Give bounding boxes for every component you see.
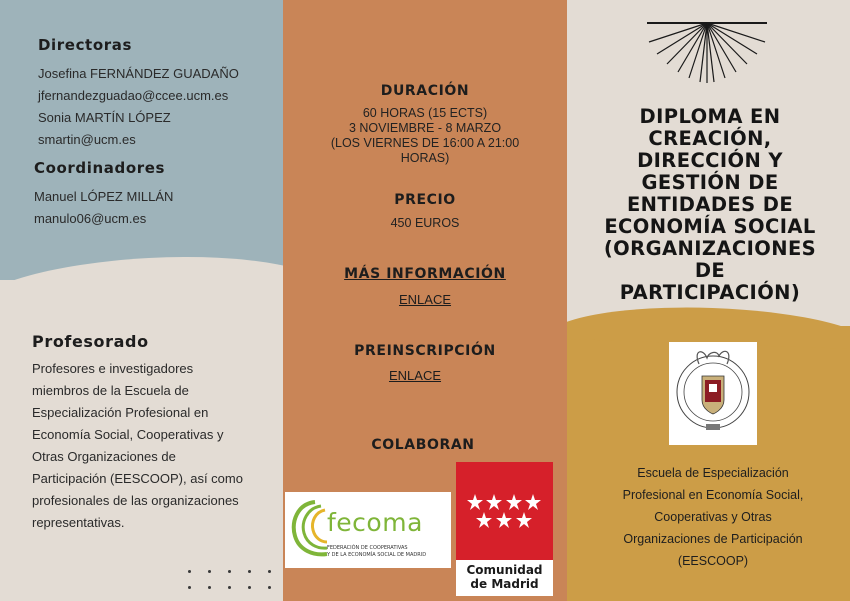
sunburst-icon <box>647 20 767 84</box>
profesorado-line: representativas. <box>32 515 125 530</box>
profesorado-line: Economía Social, Cooperativas y <box>32 427 224 442</box>
title-line: ENTIDADES DE <box>626 193 794 216</box>
school-line: Profesional en Economía Social, <box>622 488 804 502</box>
profesorado-line: Participación (EESCOOP), así como <box>32 471 243 486</box>
title-line: DIPLOMA EN <box>639 105 781 128</box>
title-line: ECONOMÍA SOCIAL <box>604 215 816 238</box>
madrid-stars-icon <box>456 462 553 560</box>
profesorado-line: profesionales de las organizaciones <box>32 493 239 508</box>
school-line: Organizaciones de Participación <box>623 532 803 546</box>
preinscripcion-heading: PREINSCRIPCIÓN <box>354 343 496 359</box>
directoras-list <box>38 63 239 151</box>
school-line: Escuela de Especialización <box>637 466 789 480</box>
ucm-crest-logo <box>669 342 757 445</box>
decorative-dots <box>186 566 276 590</box>
colaboran-heading: COLABORAN <box>371 437 475 453</box>
duracion-text <box>303 106 547 166</box>
directora-name: Josefina FERNÁNDEZ GUADAÑO <box>38 66 239 81</box>
fecoma-wordmark: fecoma <box>327 508 423 537</box>
title-line: DE <box>694 259 726 282</box>
mas-informacion-link[interactable]: ENLACE <box>398 292 452 307</box>
profesorado-heading: Profesorado <box>32 332 149 351</box>
madrid-wordmark-line2: de Madrid <box>470 577 539 591</box>
duracion-line: 3 NOVIEMBRE - 8 MARZO <box>348 121 502 135</box>
directora-email[interactable]: jfernandezguadao@ccee.ucm.es <box>38 88 229 103</box>
coordinadores-heading: Coordinadores <box>34 159 166 177</box>
directora-name: Sonia MARTÍN LÓPEZ <box>38 110 171 125</box>
mas-informacion-heading: MÁS INFORMACIÓN <box>344 266 506 282</box>
directoras-heading: Directoras <box>38 36 132 54</box>
school-line: (EESCOOP) <box>677 554 749 568</box>
duracion-heading: DURACIÓN <box>380 83 470 99</box>
title-line: GESTIÓN DE <box>641 171 779 194</box>
coordinadores-list <box>34 186 173 230</box>
title-line: DIRECCIÓN Y <box>637 149 783 172</box>
directora-email[interactable]: smartin@ucm.es <box>38 132 136 147</box>
profesorado-line: Otras Organizaciones de <box>32 449 176 464</box>
fecoma-logo[interactable] <box>285 492 451 568</box>
duracion-line: HORAS) <box>400 151 450 165</box>
fecoma-subtitle-2: Y DE LA ECONOMÍA SOCIAL DE MADRID <box>327 552 427 558</box>
school-line: Cooperativas y Otras <box>654 510 772 524</box>
school-name <box>613 462 813 572</box>
comunidad-de-madrid-logo[interactable] <box>456 462 553 596</box>
fecoma-subtitle-1: FEDERACIÓN DE COOPERATIVAS <box>327 545 408 551</box>
madrid-wordmark-line1: Comunidad <box>466 563 543 577</box>
coordinador-email[interactable]: manulo06@ucm.es <box>34 211 147 226</box>
precio-heading: PRECIO <box>394 192 456 208</box>
preinscripcion-link[interactable]: ENLACE <box>388 368 442 383</box>
ucm-crest-icon <box>669 342 757 445</box>
madrid-wordmark-bar <box>456 560 553 596</box>
duracion-line: (LOS VIERNES DE 16:00 A 21:00 <box>330 136 520 150</box>
title-line: (ORGANIZACIONES <box>603 237 817 260</box>
profesorado-line: Especialización Profesional en <box>32 405 209 420</box>
title-line: CREACIÓN, <box>648 127 772 150</box>
coordinador-name: Manuel LÓPEZ MILLÁN <box>34 189 174 204</box>
right-panel <box>567 0 850 601</box>
left-panel <box>0 0 283 601</box>
profesorado-text <box>32 358 243 534</box>
precio-value: 450 EUROS <box>390 216 460 230</box>
profesorado-line: Profesores e investigadores <box>32 361 194 376</box>
duracion-line: 60 HORAS (15 ECTS) <box>362 106 488 120</box>
diploma-title <box>575 106 845 304</box>
title-line: PARTICIPACIÓN) <box>619 281 801 304</box>
middle-panel <box>283 0 567 601</box>
profesorado-line: miembros de la Escuela de <box>32 383 189 398</box>
